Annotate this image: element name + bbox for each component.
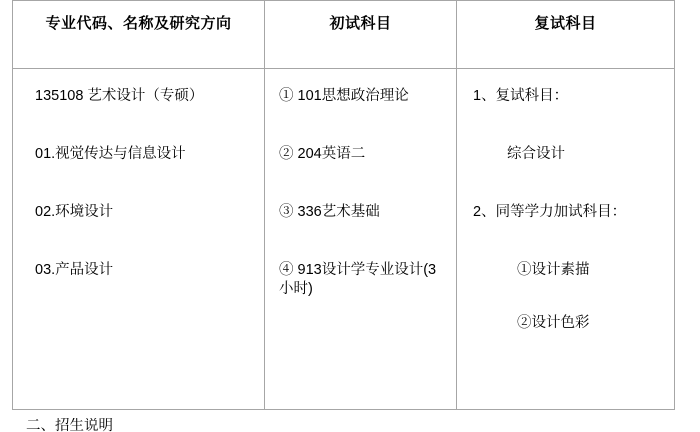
initial-subject-4: ④ 913设计学专业设计(3小时) — [279, 262, 437, 297]
retest-heading: 1、复试科目： — [473, 88, 569, 104]
initial-subject-2: ② 204英语二 — [279, 146, 366, 163]
initial-subject-3: ③ 336艺术基础 — [279, 204, 380, 221]
major-code-name: 135108 艺术设计（专硕） — [35, 88, 204, 104]
initial-subject-1: ① 101思想政治理论 — [279, 88, 409, 104]
equivalent-subject-1: ①设计素描 — [517, 262, 590, 279]
table-row — [13, 69, 675, 410]
admission-program-table — [12, 0, 675, 410]
column-header-retest: 复试科目 — [457, 1, 675, 69]
equivalent-subject-2: ②设计色彩 — [517, 314, 590, 331]
direction-01: 01.视觉传达与信息设计 — [35, 146, 186, 163]
cell-retest-subjects — [457, 69, 675, 410]
equivalent-heading: 2、同等学力加试科目： — [473, 204, 627, 221]
column-header-major: 专业代码、名称及研究方向 — [13, 1, 265, 69]
direction-03: 03.产品设计 — [35, 262, 114, 279]
table-header-row — [13, 1, 675, 69]
footer-note: 二、招生说明 — [26, 418, 113, 432]
cell-major-directions — [13, 69, 265, 410]
cell-initial-exam-subjects — [265, 69, 457, 410]
direction-02: 02.环境设计 — [35, 204, 114, 221]
retest-subject: 综合设计 — [507, 146, 565, 163]
column-header-initial-exam: 初试科目 — [265, 1, 457, 69]
